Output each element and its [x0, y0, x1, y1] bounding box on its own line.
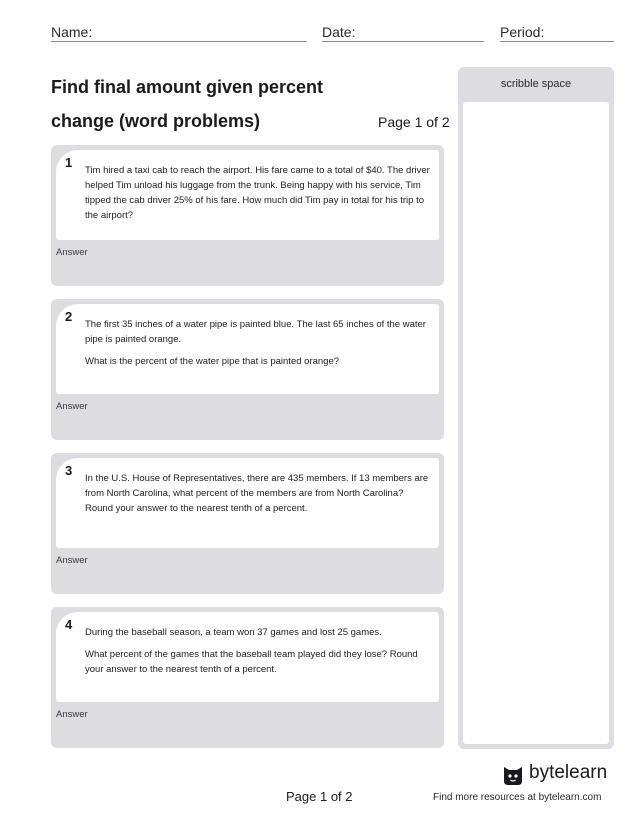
worksheet-title: Find final amount given percent change (word problems)	[51, 77, 324, 131]
answer-label: Answer	[56, 401, 88, 412]
question-number: 1	[65, 155, 73, 170]
date-line[interactable]	[322, 41, 484, 42]
question-text	[85, 471, 430, 523]
question-paragraph: The first 35 inches of a water pipe is painted blue. The last 65 inches of the water pipe is painted orange.	[85, 319, 426, 345]
scribble-title: scribble space	[500, 78, 572, 90]
question-card-4	[51, 607, 444, 748]
answer-label: Answer	[56, 709, 88, 720]
answer-label: Answer	[56, 247, 88, 258]
period-label: Period:	[500, 24, 545, 40]
question-box	[56, 150, 439, 240]
answer-label: Answer	[56, 555, 88, 566]
question-paragraph: What percent of the games that the baseball team played did they lose? Round your answer to the nearest tenth of a percent.	[85, 649, 418, 675]
question-card-1	[51, 145, 444, 286]
question-paragraph: During the baseball season, a team won 37 games and lost 25 games.	[85, 627, 382, 638]
question-paragraph: What is the percent of the water pipe that is painted orange?	[85, 356, 340, 367]
name-line[interactable]	[51, 41, 307, 42]
period-line[interactable]	[500, 41, 614, 42]
question-paragraph: In the U.S. House of Representatives, there are 435 members. If 13 members are from North Carolina, what percent of the members are from North Carolina? Round your answer to the nearest tenth of a percent.	[85, 473, 429, 514]
scribble-area[interactable]	[463, 102, 609, 744]
question-card-3	[51, 453, 444, 594]
scribble-panel	[458, 67, 614, 749]
cat-face-icon	[501, 764, 525, 786]
question-card-2	[51, 299, 444, 440]
name-label: Name:	[51, 24, 93, 40]
question-number: 3	[65, 463, 73, 478]
question-box	[56, 304, 439, 394]
question-number: 2	[65, 309, 73, 324]
footer-page-number: Page 1 of 2	[286, 789, 353, 804]
question-text	[85, 163, 430, 230]
question-box	[56, 458, 439, 548]
question-box	[56, 612, 439, 702]
question-paragraph: Tim hired a taxi cab to reach the airport. His fare came to a total of $40. The driver helped Tim unload his luggage from the trunk. Being happy with his service, Tim tipped the cab driver 25% of his fare. How much did Tim pay in total for his trip to the airport?	[85, 165, 430, 221]
brand-name: bytelearn	[529, 762, 608, 783]
question-number: 4	[65, 617, 73, 632]
resources-link[interactable]: Find more resources at bytelearn.com	[433, 792, 602, 803]
question-text	[85, 317, 430, 376]
page-indicator: Page 1 of 2	[378, 114, 450, 130]
date-label: Date:	[322, 24, 356, 40]
question-text	[85, 625, 430, 684]
